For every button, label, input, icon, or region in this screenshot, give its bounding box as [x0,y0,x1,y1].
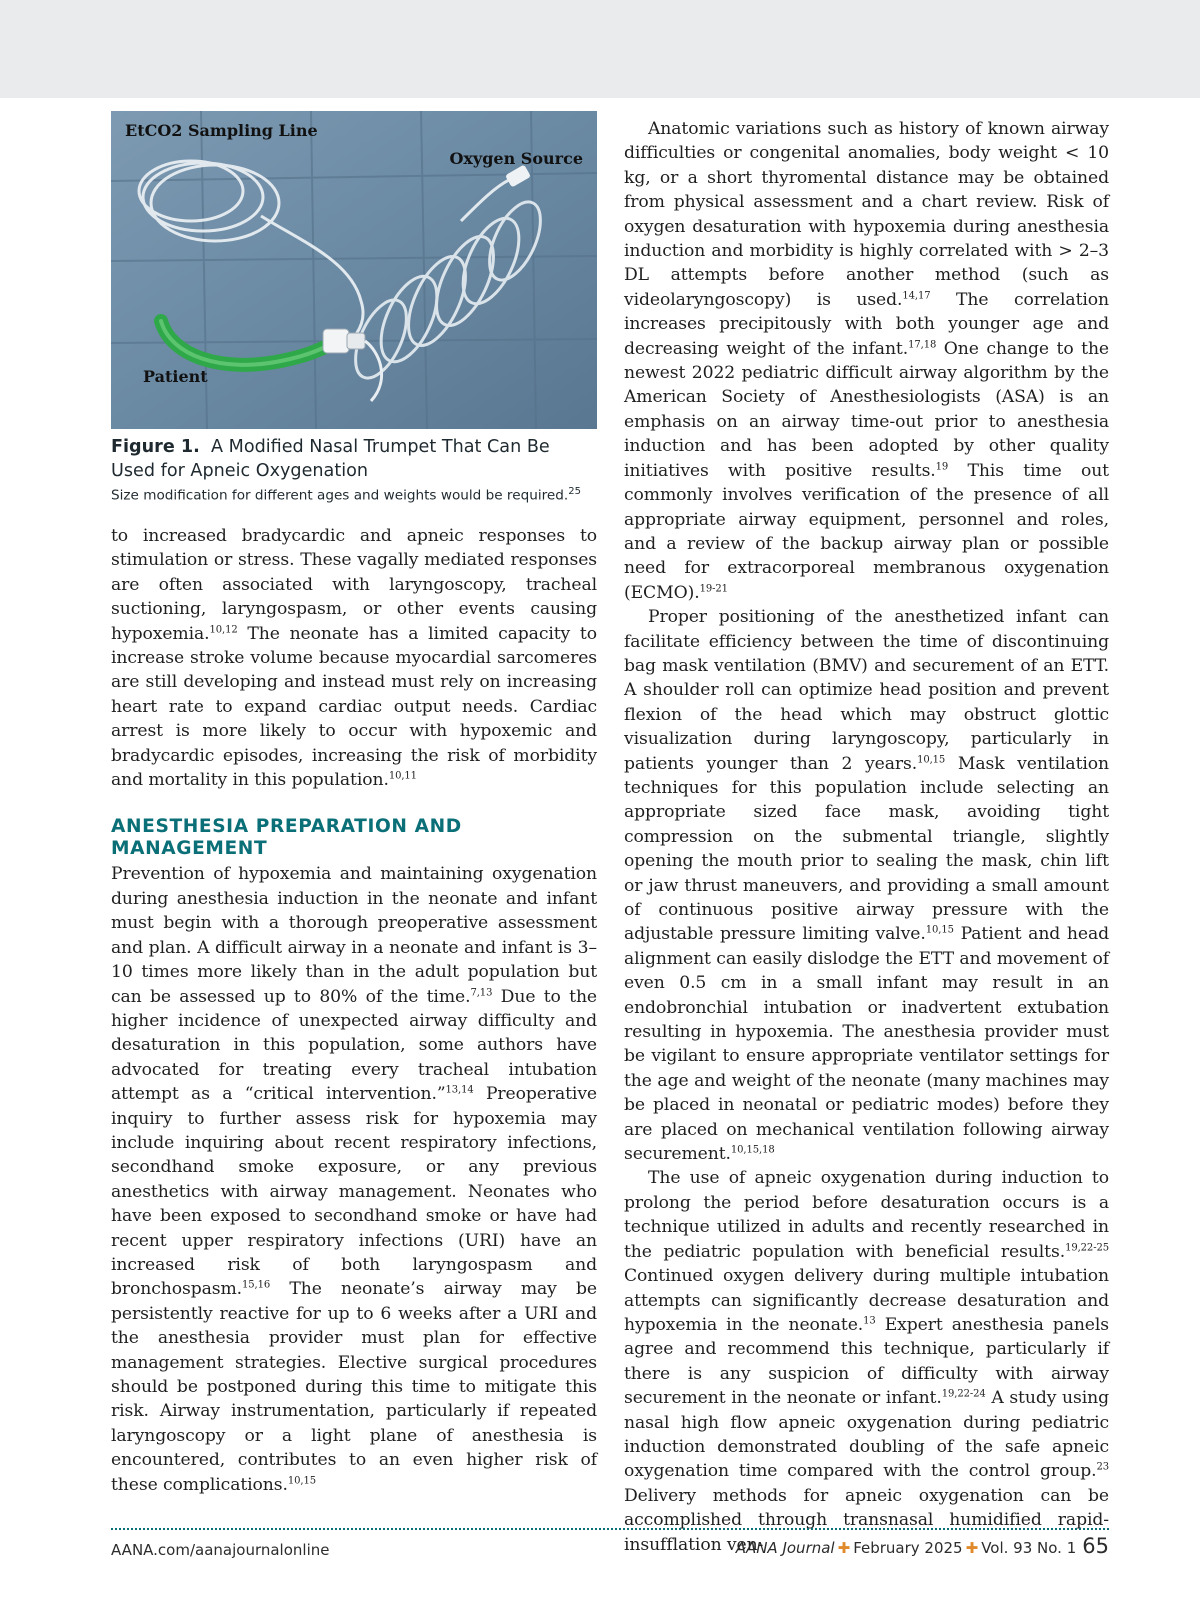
label-patient: Patient [143,367,208,386]
citation: 19-21 [699,582,728,594]
text-run: The use of apneic oxygenation during induction to prolong the period before desaturation occurs is a technique utilized in adults and recently researched in the pediatric population with beneficial results. [624,1168,1109,1262]
footer-volume: Vol. 93 [981,1539,1033,1557]
section-heading: ANESTHESIA PREPARATION AND MANAGEMENT [111,816,462,860]
figure-caption [111,435,597,505]
text-run: Due to the higher incidence of unexpected airway difficulty and desaturation in this population, some authors have advocated for treating every tracheal intubation attempt as a “critical intervention.” [111,986,597,1105]
citation: 19 [935,460,949,472]
figure-photo [111,111,597,429]
citation: 10,15 [917,753,946,765]
citation: 15,16 [242,1279,271,1291]
text-run: Delivery methods for apneic oxygenation can be accomplished through transnasal humidified rapid-insufflation ven- [624,1485,1109,1555]
label-oxygen-source: Oxygen Source [449,149,583,168]
figure-title-text: A Modified Nasal Trumpet That Can Be Used for Apneic Oxygenation [111,437,550,481]
right-paragraph-2 [624,605,1109,1166]
figure-caption-sub [111,483,597,505]
right-column [624,117,1109,1557]
text-run: A study using nasal high flow apneic oxygenation during pediatric induction demonstrated doubling of the safe apneic oxygenation time compared with the control group. [624,1388,1109,1482]
footer-date: February 2025 [853,1539,963,1557]
text-run: This time out commonly involves verification of the presence of all appropriate airway equipment, personnel and roles, and a review of the backup airway plan or possible need for extracorporeal membranous oxygenation (ECMO). [624,460,1109,603]
plus-icon: ✚ [837,1539,851,1557]
text-run: Prevention of hypoxemia and maintaining oxygenation during anesthesia induction in the neonate and infant must begin with a thorough preoperative assessment and plan. A difficult airway in a neonate and infant is 3–10 times more likely than in the adult population but can be assessed up to 80% of the time. [111,864,597,1007]
citation: 23 [1096,1461,1109,1473]
citation: 14,17 [902,290,931,302]
text-run: Anatomic variations such as history of known airway difficulties or congenital anomalies, body weight < 10 kg, or a short thyromental distance may be obtained from physical assessment and a chart review. Risk of oxygen desaturation with hypoxemia during anesthesia induction and morbidity is highly correlated with > 2–3 DL attempts before another method (such as videolaryngoscopy) is used. [624,119,1109,310]
text-run: Patient and head alignment can easily dislodge the ETT and movement of even 0.5 cm in a small infant may result in an endobronchial intubation or inadvertent extubation resulting in hypoxemia. The anesthesia provider must be vigilant to ensure appropriate ventilator settings for the age and weight of the neonate (many machines may be placed in neonatal or pediatric modes) before they are placed on mechanical ventilation following airway securement. [624,924,1109,1165]
left-paragraph-2 [111,862,597,1497]
label-etco2-sampling-line: EtCO2 Sampling Line [125,121,318,140]
text-run: The neonate’s airway may be persistently reactive for up to 6 weeks after a URI and the anesthesia provider must plan for effective management strategies. Elective surgical procedures should be postponed during this time to mitigate this risk. Airway instrumentation, particularly if repeated laryngoscopy or a light plane of anesthesia is encountered, contributes to an even higher risk of these complications. [111,1279,597,1495]
right-paragraph-3 [624,1166,1109,1557]
text-run: Expert anesthesia panels agree and recommend this technique, particularly if there is any suspicion of difficulty with airway securement in the neonate or infant. [624,1314,1109,1409]
citation: 10,15 [287,1474,316,1486]
footer-issue: No. 1 [1037,1539,1077,1557]
text-run: Preoperative inquiry to further assess risk for hypoxemia may include inquiring about recent respiratory infections, secondhand smoke exposure, or any previous anesthetics with airway management. Neonates who have been exposed to secondhand smoke or have had recent upper respiratory infections (URI) have an increased risk of both laryngospasm and bronchospasm. [111,1084,597,1300]
citation: 17,18 [908,338,937,350]
figure-caption-title [111,435,597,483]
citation: 10,11 [388,770,417,782]
figure-1 [111,111,597,505]
citation: 19,22-24 [941,1388,986,1400]
footer-url-link[interactable]: AANA.com/aanajournalonline [111,1541,330,1559]
footer-journal: AANA Journal [735,1539,835,1557]
text-run: Mask ventilation techniques for this population include selecting an appropriate sized face mask, avoiding tight compression on the submental triangle, slightly opening the mouth prior to sealing the mask, chin lift or jaw thrust maneuvers, and providing a small amount of continuous positive airway pressure with the adjustable pressure limiting valve. [624,753,1109,945]
left-paragraph-1 [111,524,597,792]
citation: 13 [863,1315,876,1327]
text-run: to increased bradycardic and apneic responses to stimulation or stress. These vagally mediated responses are often associated with laryngoscopy, tracheal suctioning, laryngospasm, or other events causing hypoxemia. [111,526,597,644]
page-number: 65 [1082,1534,1109,1558]
citation: 25 [568,486,581,497]
citation: 10,15,18 [730,1144,775,1156]
text-run: One change to the newest 2022 pediatric difficult airway algorithm by the American Society of Anesthesiologists (ASA) is an emphasis on an airway time-out prior to anesthesia induction and has been adopted by other quality initiatives with positive results. [624,338,1109,481]
text-run: Proper positioning of the anesthetized infant can facilitate efficiency between the time of discontinuing bag mask ventilation (BMV) and securement of an ETT. A shoulder roll can optimize head position and prevent flexion of the head which may obstruct glottic visualization during laryngoscopy, particularly in patients younger than 2 years. [624,607,1109,774]
footer-citation [736,1534,1109,1558]
footer-divider [111,1528,1109,1530]
text-run: The correlation increases precipitously with both younger age and decreasing weight of the infant. [624,289,1109,359]
text-run: The neonate has a limited capacity to increase stroke volume because myocardial sarcomeres are still developing and instead must rely on increasing heart rate to expand cardiac output needs. Cardiac arrest is more likely to occur with hypoxemic and bradycardic episodes, increasing the risk of morbidity and mortality in this population. [111,623,597,791]
right-paragraph-1 [624,117,1109,605]
citation: 19,22-25 [1065,1241,1109,1253]
citation: 10,12 [209,623,238,635]
figure-sub-text: Size modification for different ages and weights would be required. [111,487,569,504]
text-run: Continued oxygen delivery during multiple intubation attempts can significantly decrease desaturation and hypoxemia in the neonate. [624,1266,1109,1335]
plus-icon: ✚ [965,1539,979,1557]
citation: 10,15 [925,924,954,936]
citation: 7,13 [470,986,493,998]
figure-number: Figure 1. [111,437,200,457]
left-column [111,524,597,1497]
citation: 13,14 [445,1084,474,1096]
